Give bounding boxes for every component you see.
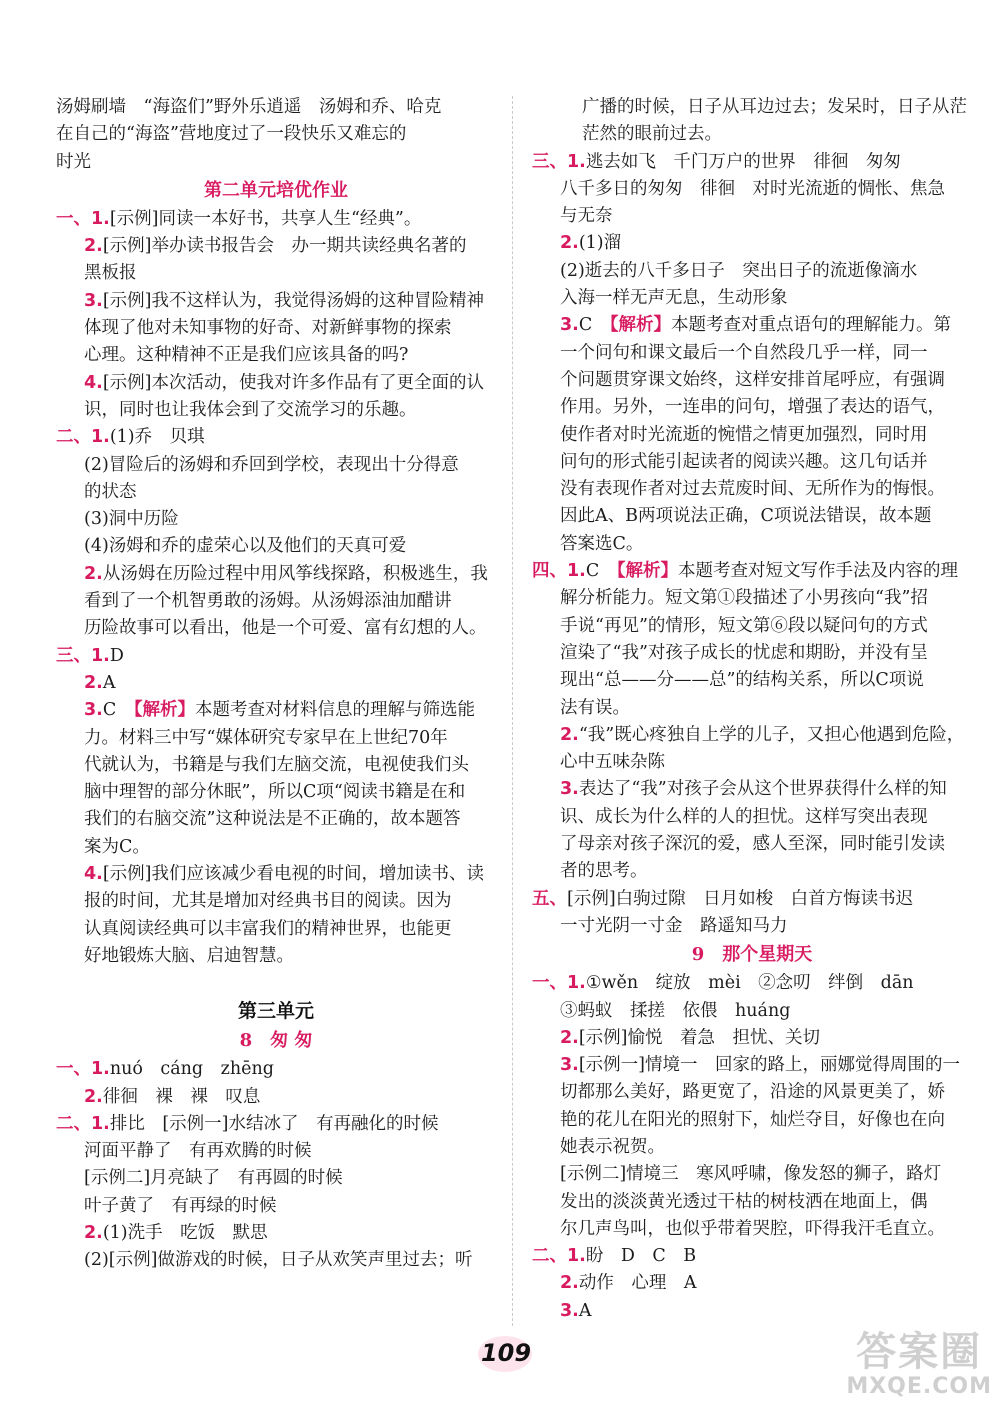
answer-line — [56, 806, 496, 833]
answer-text: 与无奈 — [560, 206, 613, 227]
answer-line — [56, 1056, 496, 1083]
answer-line — [532, 913, 972, 940]
page-number-text: 109 — [480, 1339, 532, 1367]
section-spacer — [56, 970, 496, 996]
answer-text: 一寸光阴一寸金 路遥知马力 — [560, 915, 788, 936]
question-number: 3. — [560, 779, 579, 800]
answer-line — [532, 1161, 972, 1188]
answer-line — [56, 1111, 496, 1138]
question-number: 二、1. — [56, 427, 110, 448]
answer-text: [示例]本次活动，使我对许多作品有了更全面的认 — [102, 372, 484, 393]
answer-line — [56, 588, 496, 615]
page-number — [476, 1330, 536, 1376]
answer-line — [532, 94, 972, 121]
answer-line — [532, 1298, 972, 1325]
answer-line — [532, 640, 972, 667]
answer-line — [532, 776, 972, 803]
answer-line — [532, 1270, 972, 1297]
watermark-logo-text: 答案圈 — [856, 1329, 983, 1375]
answer-line — [56, 315, 496, 342]
answer-text: 徘徊 裸 裸 叹息 — [102, 1086, 261, 1107]
watermark-url: MXQE.COM — [846, 1374, 992, 1399]
answer-text: [示例]白驹过隙 日月如梭 白首方悔读书迟 — [567, 888, 914, 909]
answer-line — [56, 1138, 496, 1165]
answer-text: 叶子黄了 有再绿的时候 — [84, 1195, 277, 1216]
answer-text: 脑中理智的部分休眠”，所以C项“阅读书籍是在和 — [84, 782, 466, 803]
answer-line — [532, 858, 972, 885]
answer-text: ③蚂蚁 揉搓 依偎 huáng — [560, 1000, 791, 1021]
answer-line — [532, 149, 972, 176]
answer-text: (1)溜 — [578, 233, 622, 254]
answer-line — [56, 697, 496, 724]
answer-line — [56, 288, 496, 315]
answer-line — [56, 1247, 496, 1274]
answer-text: (2)[示例]做游戏的时候，日子从欢笑声里过去；听 — [84, 1250, 473, 1271]
answer-text: 识，同时也让我体会到了交流学习的乐趣。 — [84, 399, 417, 420]
answer-text: 案为C。 — [84, 836, 150, 857]
answer-line — [56, 94, 496, 121]
answer-line — [56, 561, 496, 588]
answer-line — [532, 998, 972, 1025]
answer-text: 从汤姆在历险过程中用风筝线探路，积极逃生，我 — [102, 563, 488, 584]
question-number: 一、1. — [56, 1059, 110, 1080]
answer-text: (2)冒险后的汤姆和乔回到学校，表现出十分得意 — [84, 454, 459, 475]
answer-text: [示例]同读一本好书，共享人生“经典”。 — [109, 208, 422, 229]
question-number: 三、1. — [56, 645, 110, 666]
answer-line — [56, 888, 496, 915]
answer-line — [56, 397, 496, 424]
answer-line — [532, 422, 972, 449]
answer-text: 我们的右脑交流”这种说法是不正确的，故本题答 — [84, 809, 461, 830]
answer-text: 汤姆刷墙 “海盗们”野外乐逍遥 汤姆和乔、哈克 — [56, 97, 442, 117]
answer-text: 心理。这种精神不正是我们应该具备的吗? — [84, 345, 409, 366]
answer-text: 解分析能力。短文第①段描述了小男孩向“我”招 — [560, 588, 928, 609]
answer-line — [56, 149, 496, 176]
answer-text: 了母亲对孩子深沉的爱，感人至深，同时能引发读 — [560, 834, 945, 855]
answer-text: D — [109, 645, 124, 666]
answer-text: ①wěn 绽放 mèi ②念叨 绊倒 dān — [585, 973, 914, 994]
question-number: 2. — [560, 1027, 579, 1048]
question-number: 二、1. — [532, 1246, 586, 1267]
answer-line — [56, 779, 496, 806]
answer-line — [56, 533, 496, 560]
answer-text: 没有表现作者对过去荒废时间、无所作为的悔恨。 — [560, 479, 945, 500]
answer-line — [532, 613, 972, 640]
answer-text: 广播的时候，日子从耳边过去；发呆时，日子从茫 — [582, 97, 967, 117]
answer-line — [56, 260, 496, 287]
answer-text: [示例]我不这样认为，我觉得汤姆的这种冒险精神 — [102, 290, 484, 311]
answer-text: 在自己的“海盗”营地度过了一段快乐又难忘的 — [56, 124, 407, 145]
question-number: 一、1. — [56, 208, 110, 229]
answer-line — [532, 312, 972, 339]
answer-text: 作用。另外，一连串的问句，增强了表达的语气， — [560, 397, 945, 418]
question-number: 二、1. — [56, 1113, 110, 1134]
answer-text: 心中五味杂陈 — [560, 752, 665, 773]
left-column — [56, 94, 496, 1275]
question-number: 一、1. — [532, 973, 586, 994]
answer-line — [56, 615, 496, 642]
answer-text: 认真阅读经典可以丰富我们的精神世界，也能更 — [84, 918, 452, 939]
answer-line — [56, 1220, 496, 1247]
answer-line — [56, 861, 496, 888]
answer-line — [532, 667, 972, 694]
analysis-tag: 【解析】 — [133, 700, 195, 721]
answer-line — [532, 970, 972, 997]
answer-text: 的状态 — [84, 481, 137, 502]
analysis-tag: 【解析】 — [609, 315, 671, 336]
answer-text: 八千多日的匆匆 徘徊 对时光流逝的惆怅、焦急 — [560, 178, 945, 199]
answer-text: nuó cáng zhēng — [109, 1059, 274, 1080]
question-number: 3. — [84, 700, 103, 721]
question-number: 3. — [560, 315, 579, 336]
section-title: 8 匆 匆 — [239, 1030, 313, 1052]
answer-text: “我”既心疼独自上学的儿子，又担心他遇到危险， — [578, 724, 965, 745]
answer-line — [532, 1189, 972, 1216]
answer-text: 一个问句和课文最后一个自然段几乎一样，同一 — [560, 342, 928, 363]
answer-text: 历险故事可以看出，他是一个可爱、富有幻想的人。 — [84, 618, 487, 639]
question-number: 2. — [560, 233, 579, 254]
answer-line — [56, 506, 496, 533]
answer-text: 报的时间，尤其是增加对经典书目的阅读。因为 — [84, 891, 452, 912]
question-number: 2. — [84, 672, 103, 693]
answer-text: C 【解析】本题考查对重点语句的理解能力。第 — [578, 315, 951, 336]
answer-text: C 【解析】本题考查对材料信息的理解与筛选能 — [102, 700, 475, 721]
question-number: 2. — [84, 563, 103, 584]
answer-text: 动作 心理 A — [578, 1273, 697, 1294]
answer-line — [56, 670, 496, 697]
answer-line — [56, 752, 496, 779]
answer-line — [532, 394, 972, 421]
question-number: 2. — [84, 1086, 103, 1107]
answer-line — [56, 1193, 496, 1220]
answer-line — [532, 121, 972, 148]
section-title: 9 那个星期天 — [691, 944, 813, 966]
answer-text: 艳的花儿在阳光的照射下，灿烂夺目，好像也在向 — [560, 1109, 945, 1130]
answer-line — [532, 531, 972, 558]
answer-line — [56, 233, 496, 260]
answer-line — [56, 643, 496, 670]
answer-text: C 【解析】本题考查对短文写作手法及内容的理 — [585, 561, 958, 582]
answer-text: 茫然的眼前过去。 — [582, 124, 722, 145]
answer-text: 答案选C。 — [560, 533, 644, 554]
column-divider — [512, 96, 513, 1326]
answer-line — [532, 230, 972, 257]
answer-line — [56, 1084, 496, 1111]
answer-line — [532, 1134, 972, 1161]
answer-line — [532, 722, 972, 749]
answer-text: 排比 [示例一]水结冰了 有再融化的时候 — [109, 1113, 439, 1134]
answer-line — [56, 1165, 496, 1192]
watermark — [846, 1330, 992, 1400]
answer-text: 好地锻炼大脑、启迪智慧。 — [84, 945, 294, 966]
answer-text: [示例一]情境一 回家的路上，丽娜觉得周围的一 — [578, 1055, 960, 1076]
answer-line — [532, 203, 972, 230]
answer-line — [56, 479, 496, 506]
answer-line — [56, 943, 496, 970]
answer-text: 河面平静了 有再欢腾的时候 — [84, 1141, 312, 1162]
answer-line — [532, 258, 972, 285]
answer-text: 逃去如飞 千门万户的世界 徘徊 匆匆 — [585, 151, 901, 172]
answer-line — [56, 342, 496, 369]
answer-text: 识、成长为什么样的人的担忧。这样写突出表现 — [560, 806, 928, 827]
question-number: 2. — [560, 724, 579, 745]
answer-text: (4)汤姆和乔的虚荣心以及他们的天真可爱 — [84, 536, 407, 557]
answer-text: 个问题贯穿课文始终，这样安排首尾呼应，有强调 — [560, 369, 945, 390]
answer-text: 表达了“我”对孩子会从这个世界获得什么样的知 — [578, 779, 947, 800]
question-number: 3. — [560, 1300, 579, 1321]
answer-text: 体现了他对未知事物的好奇、对新鲜事物的探索 — [84, 318, 452, 339]
answer-text: 现出“总——分——总”的结构关系，所以C项说 — [560, 670, 924, 691]
answer-line — [56, 725, 496, 752]
answer-line — [532, 285, 972, 312]
answer-line — [532, 1107, 972, 1134]
answer-line — [532, 367, 972, 394]
question-number: 3. — [84, 290, 103, 311]
answer-line — [532, 585, 972, 612]
question-number: 2. — [84, 236, 103, 257]
answer-line — [532, 1079, 972, 1106]
answer-line — [532, 449, 972, 476]
answer-text: 者的思考。 — [560, 861, 648, 882]
answer-line — [56, 370, 496, 397]
question-number: 4. — [84, 372, 103, 393]
answer-line — [532, 503, 972, 530]
question-number: 五、 — [532, 888, 567, 909]
answer-line — [56, 121, 496, 148]
answer-text: 渲染了“我”对孩子成长的忧虑和期盼，并没有呈 — [560, 642, 928, 663]
answer-line — [532, 176, 972, 203]
right-column — [532, 94, 972, 1325]
answer-text: A — [578, 1300, 592, 1321]
answer-text: 法有误。 — [560, 697, 630, 718]
answer-text: 尔几声鸟叫，也似乎带着哭腔，吓得我汗毛直立。 — [560, 1218, 945, 1239]
question-number: 三、1. — [532, 151, 586, 172]
question-number: 4. — [84, 864, 103, 885]
answer-line — [56, 452, 496, 479]
answer-line — [56, 206, 496, 233]
answer-text: (1)乔 贝琪 — [109, 427, 205, 448]
answer-line — [532, 340, 972, 367]
answer-text: 时光 — [56, 151, 91, 172]
answer-text: 看到了一个机智勇敢的汤姆。从汤姆添油加醋讲 — [84, 591, 452, 612]
answer-line — [532, 695, 972, 722]
answer-text: 入海一样无声无息，生动形象 — [560, 288, 788, 309]
answer-text: 她表示祝贺。 — [560, 1136, 665, 1157]
answer-text: A — [102, 672, 116, 693]
answer-text: 手说“再见”的情形，短文第⑥段以疑问句的方式 — [560, 615, 928, 636]
question-number: 3. — [560, 1055, 579, 1076]
answer-text: [示例二]月亮缺了 有再圆的时候 — [84, 1168, 343, 1189]
answer-text: (3)洞中历险 — [84, 509, 179, 530]
answer-line — [532, 886, 972, 913]
answer-text: 使作者对时光流逝的惋惜之情更加强烈，同时用 — [560, 424, 928, 445]
answer-text: 因此A、B两项说法正确，C项说法错误，故本题 — [560, 506, 932, 527]
answer-line — [532, 749, 972, 776]
answer-line — [56, 424, 496, 451]
answer-line — [532, 558, 972, 585]
answer-text: [示例]我们应该减少看电视的时间，增加读书、读 — [102, 864, 484, 885]
analysis-tag: 【解析】 — [616, 561, 678, 582]
question-number: 2. — [84, 1222, 103, 1243]
answer-text: [示例]愉悦 着急 担忧、关切 — [578, 1027, 820, 1048]
answer-line — [532, 1216, 972, 1243]
question-number: 四、1. — [532, 561, 586, 582]
answer-line — [532, 1025, 972, 1052]
answer-line — [56, 834, 496, 861]
answer-text: 盼 D C B — [585, 1246, 697, 1267]
answer-line — [532, 476, 972, 503]
answer-text: 力。材料三中写“媒体研究专家早在上世纪70年 — [84, 727, 448, 748]
answer-text: [示例]举办读书报告会 办一期共读经典名著的 — [102, 236, 467, 257]
answer-line — [532, 1052, 972, 1079]
answer-line — [532, 831, 972, 858]
section-title: 第二单元培优作业 — [204, 179, 348, 201]
answer-text: 切都那么美好，路更宽了，沿途的风景更美了，娇 — [560, 1082, 945, 1103]
answer-line — [532, 1243, 972, 1270]
answer-text: 代就认为，书籍是与我们左脑交流，电视使我们头 — [84, 754, 469, 775]
answer-text: (2)逝去的八千多日子 突出日子的流逝像滴水 — [560, 260, 918, 281]
answer-text: 问句的形式能引起读者的阅读兴趣。这几句话并 — [560, 451, 928, 472]
answer-text: [示例二]情境三 寒风呼啸，像发怒的狮子，路灯 — [560, 1164, 942, 1185]
answer-line — [532, 804, 972, 831]
answer-text: 黑板报 — [84, 263, 137, 284]
answer-text: 发出的淡淡黄光透过干枯的树枝洒在地面上，偶 — [560, 1191, 928, 1212]
section-title: 第三单元 — [237, 1000, 314, 1023]
answer-text: (1)洗手 吃饭 默思 — [102, 1222, 268, 1243]
answer-line — [56, 916, 496, 943]
question-number: 2. — [560, 1273, 579, 1294]
